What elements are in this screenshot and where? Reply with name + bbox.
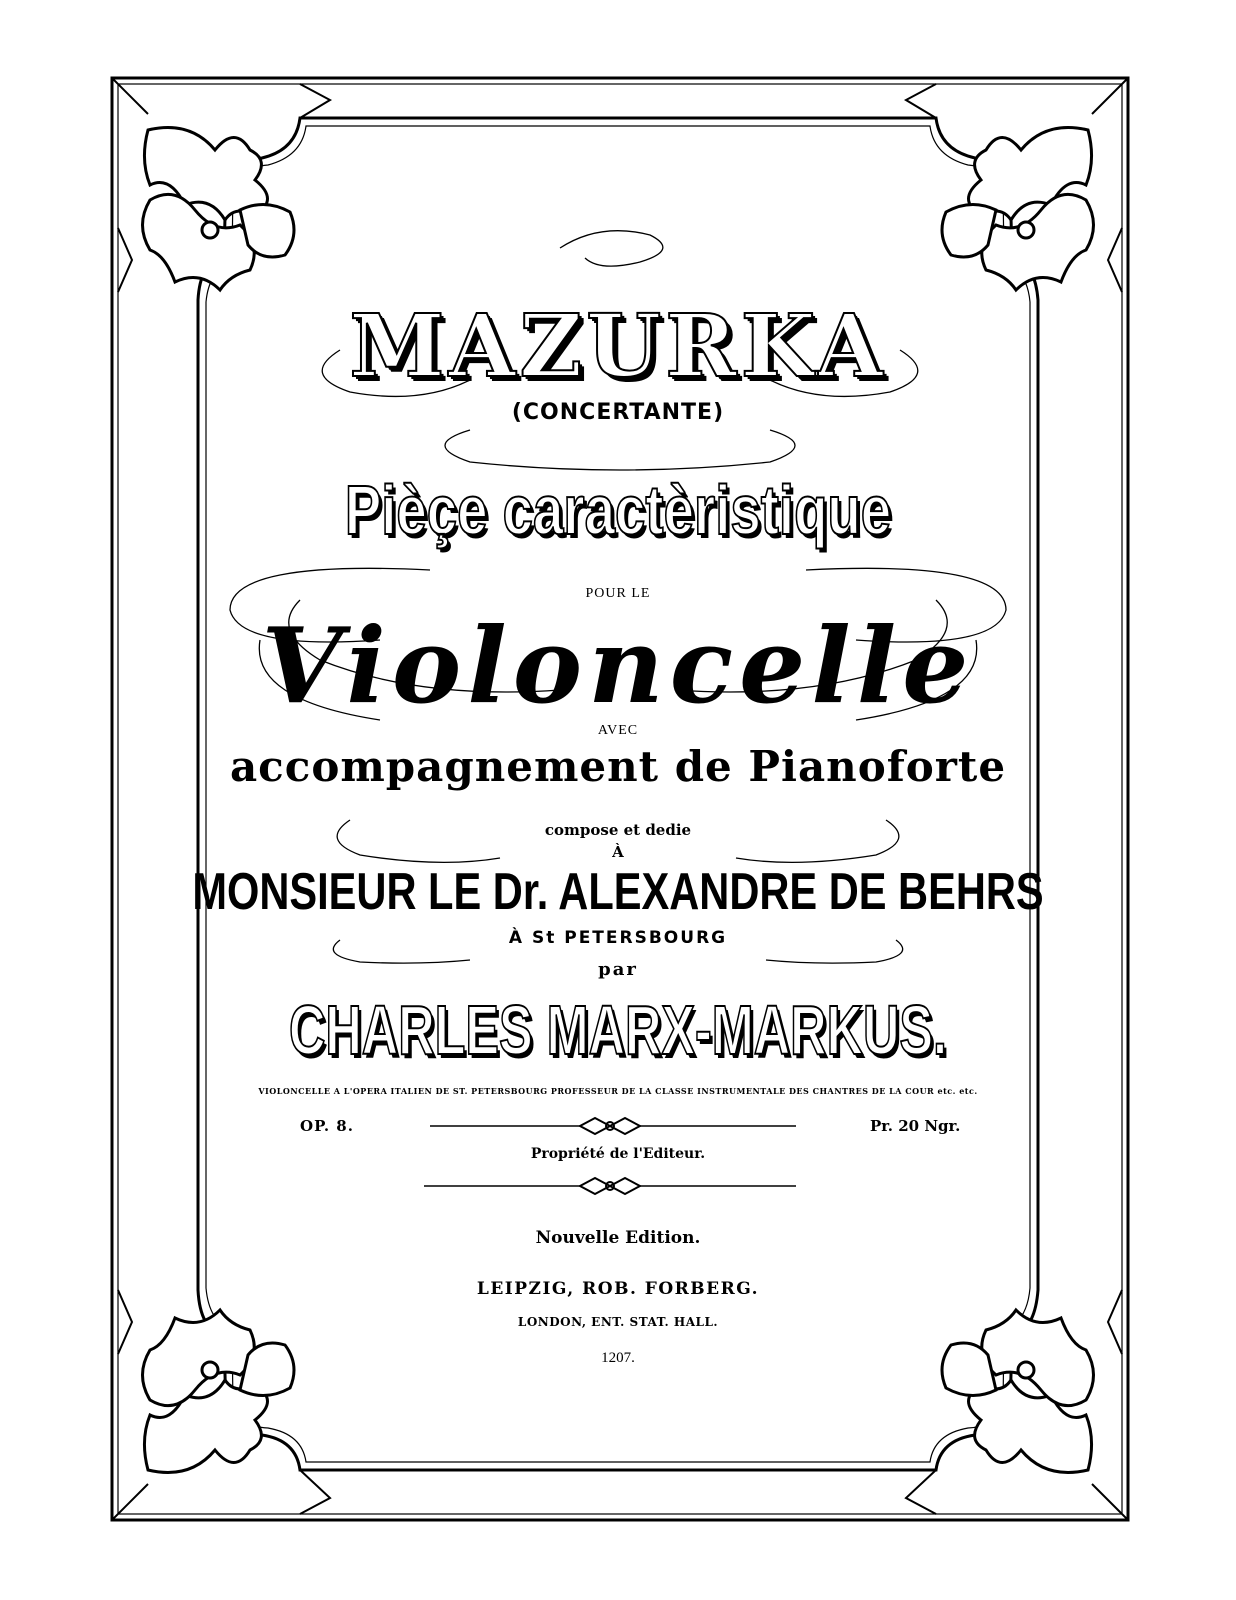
par-label: par: [598, 959, 638, 980]
corner-ornament-bottom-right: [942, 1310, 1094, 1473]
publisher: LEIPZIG, ROB. FORBERG.: [476, 1279, 760, 1299]
knot-ornament-1: [580, 1118, 640, 1134]
title: MAZURKA: [349, 296, 887, 397]
accompaniment-line: accompagnement de Pianoforte: [229, 742, 1007, 791]
london-agent: LONDON, ENT. STAT. HALL.: [517, 1315, 719, 1329]
instrument-title: Violoncelle: [261, 604, 975, 727]
compose-line: compose et dedie: [544, 821, 692, 839]
avec-label: AVEC: [597, 723, 639, 738]
piece-title: Pièçe caractèristique: [344, 471, 892, 549]
subtitle: (CONCERTANTE): [511, 400, 725, 425]
a-line: À: [612, 843, 624, 861]
pour-le-label: POUR LE: [585, 586, 651, 601]
property-notice: Propriété de l'Editeur.: [530, 1146, 706, 1162]
composer-name: CHARLES MARX-MARKUS.: [289, 991, 947, 1069]
dedicatee: MONSIEUR LE Dr. ALEXANDRE DE BEHRS: [192, 863, 1044, 921]
corner-ornament-bottom-left: [143, 1310, 295, 1473]
opus-number: OP. 8.: [300, 1117, 354, 1135]
composer-credits: VIOLONCELLE A L'OPERA ITALIEN DE ST. PETERSBOURG PROFESSEUR DE LA CLASSE INSTRUMENTALE DES CHANTRES DE LA COUR etc. etc.: [258, 1086, 978, 1096]
corner-ornament-top-right: [942, 128, 1094, 291]
price: Pr. 20 Ngr.: [870, 1117, 961, 1135]
plate-number: 1207.: [601, 1350, 635, 1366]
edition-label: Nouvelle Edition.: [535, 1228, 701, 1248]
corner-ornament-top-left: [143, 128, 295, 291]
dedicatee-city: À St PETERSBOURG: [508, 928, 728, 948]
knot-ornament-2: [580, 1178, 640, 1194]
